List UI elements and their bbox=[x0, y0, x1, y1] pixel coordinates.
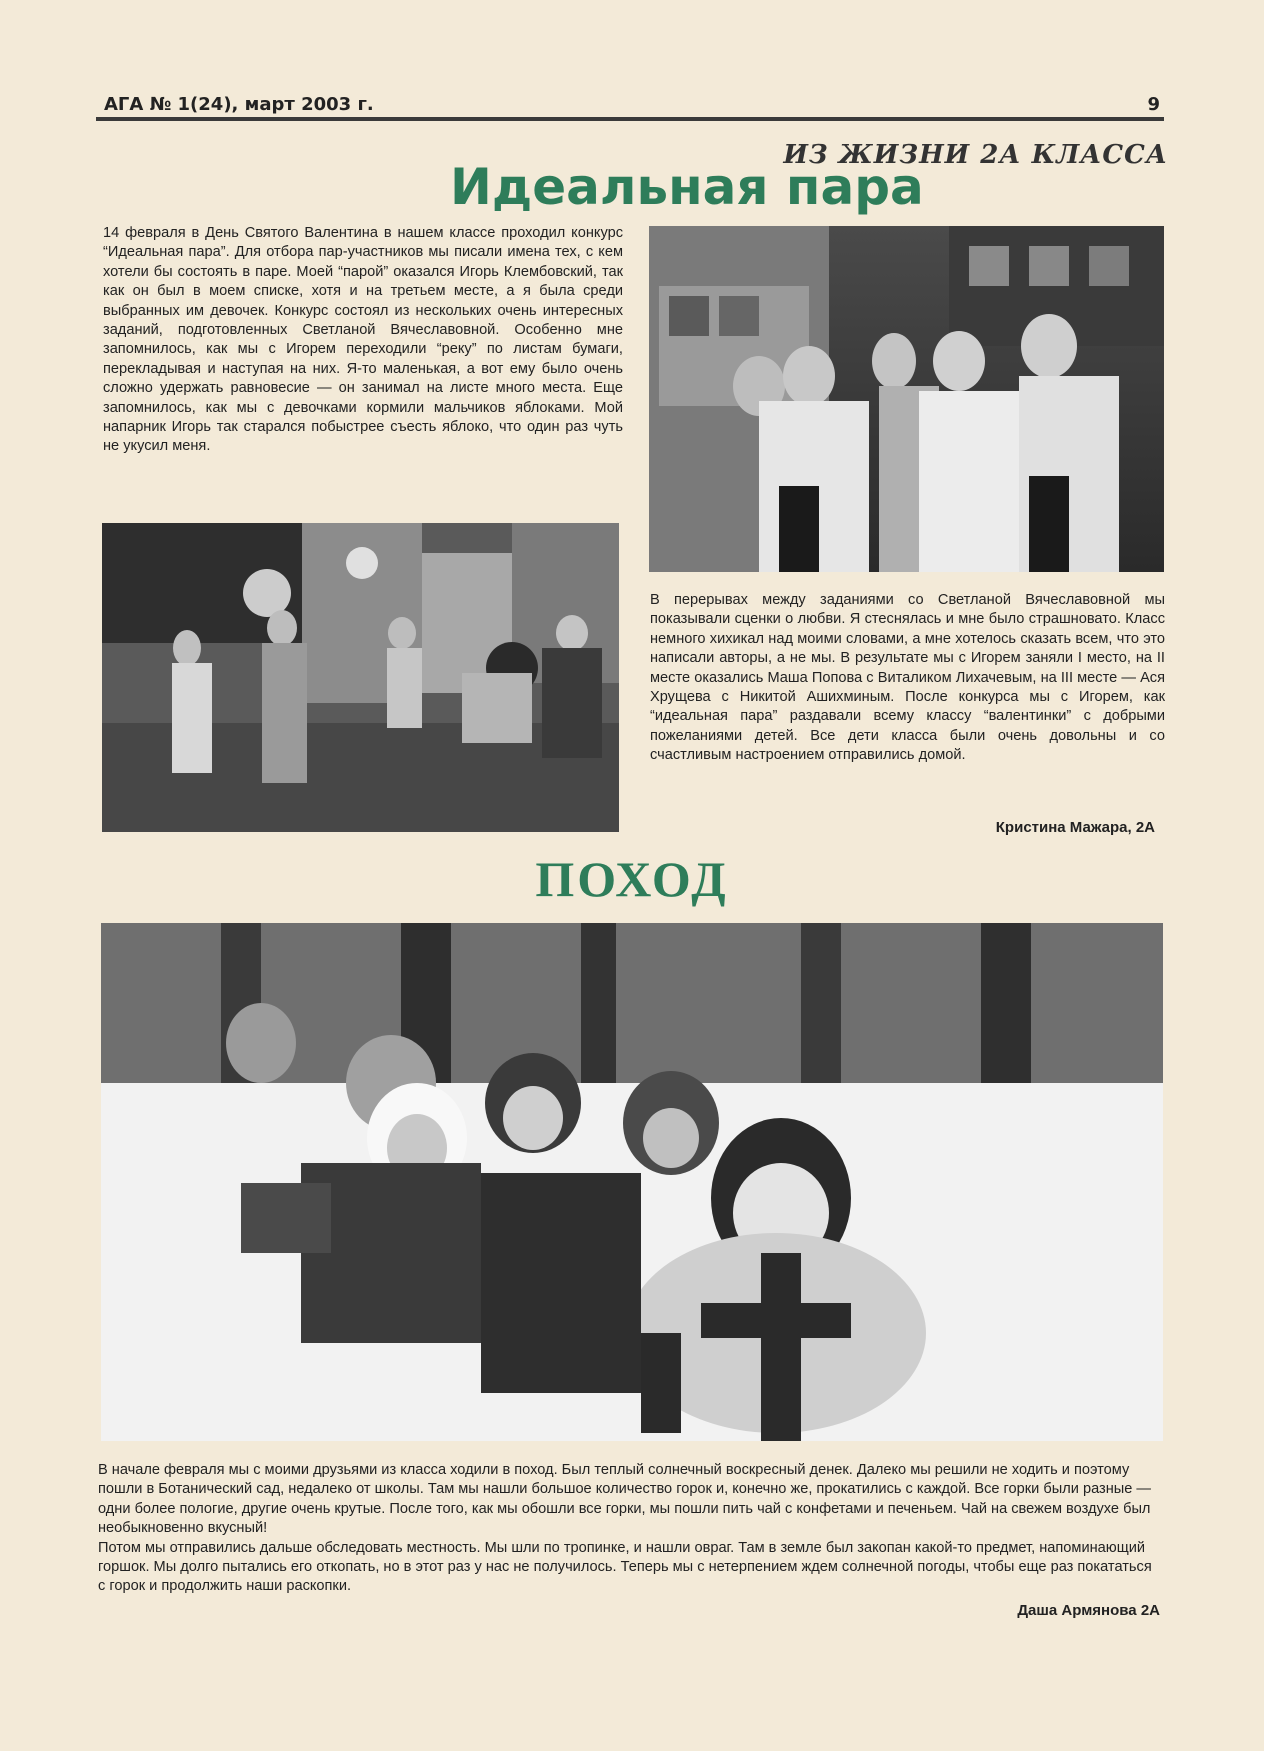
article1-paragraph1: 14 февраля в День Святого Валентина в нашем классе проходил конкурс “Идеальная пара”. Для отбора пар-участников мы писали имена тех, с кем хотели бы состоять в паре. Моей “парой” оказался Игорь Клембовский, так как он был в моем списке, хотя и на третьем месте, а я была среди выбранных им девочек. Конкурс состоял из нескольких очень интересных заданий, подготовленных Светланой Вячеславовной. Особенно мне запомнилось, как мы с Игорем переходили “реку” по листам бумаги, перекладывая и наступая на них. Я-то маленькая, а вот ему было очень сложно удержать равновесие — он занимал на листе много места. Еще запомнилось, как мы с девочками кормили мальчиков яблоками. Мой напарник Игорь так старался побыстрее съесть яблоко, что один раз чуть не укусил меня. bbox=[103, 225, 623, 455]
article2-paragraph1: В начале февраля мы с моими друзьями из класса ходили в поход. Был теплый солнечный воскресный денек. Далеко мы решили не ходить и поэтому пошли в Ботанический сад, недалеко от школы. Там мы нашли большое количество горок и, конечно же, прокатились с каждой. Все горки были разные — одни более пологие, другие очень крутые. После того, как мы обошли все горки, мы пошли пить чай с конфетами и печеньем. Чай на свежем воздухе был необыкновенно вкусный! bbox=[98, 1462, 1152, 1537]
article2-body bbox=[98, 1461, 1163, 1597]
section-tag: ИЗ ЖИЗНИ 2А КЛАССА bbox=[783, 140, 1168, 170]
article2-author: Даша Армянова 2А bbox=[1017, 1602, 1160, 1619]
page-header bbox=[96, 94, 1164, 116]
issue-info: АГА № 1(24), март 2003 г. bbox=[104, 94, 374, 115]
header-rule bbox=[96, 117, 1164, 121]
article1-paragraph2: В перерывах между заданиями со Светланой Вячеславовной мы показывали сценки о любви. Я стеснялась и мне было страшновато. Класс немного хихикал над моими словами, а мне хотелось сказать всем, что это написали авторы, а не мы. В результате мы с Игорем заняли I место, на II месте оказались Маша Попова с Виталиком Лихачевым, на III месте — Ася Хрущева с Никитой Ашихминым. После конкурса мы с Игорем, как “идеальная пара” раздавали всему классу “валентинки” с добрыми пожеланиями детей. Все дети класса были очень довольны и со счастливым настроением отправились домой. bbox=[650, 592, 1165, 764]
page-number: 9 bbox=[1147, 94, 1160, 115]
photo-children-balloons bbox=[102, 523, 619, 832]
article1-author: Кристина Мажара, 2А bbox=[995, 819, 1155, 836]
photo-children-classroom bbox=[649, 226, 1164, 572]
article-title-ideal-pair: Идеальная пара bbox=[450, 158, 924, 216]
photo-children-sledding bbox=[101, 923, 1163, 1441]
article-title-hike: ПОХОД bbox=[535, 851, 729, 907]
article2-paragraph2: Потом мы отправились дальше обследовать местность. Мы шли по тропинке, и нашли овраг. Там в земле был закопан какой-то предмет, напоминающий горшок. Мы долго пытались его откопать, но в этот раз у нас не получилось. Теперь мы с нетерпением ждем солнечной погоды, чтобы еще раз покататься с горок и продолжить наши раскопки. bbox=[98, 1539, 1152, 1595]
